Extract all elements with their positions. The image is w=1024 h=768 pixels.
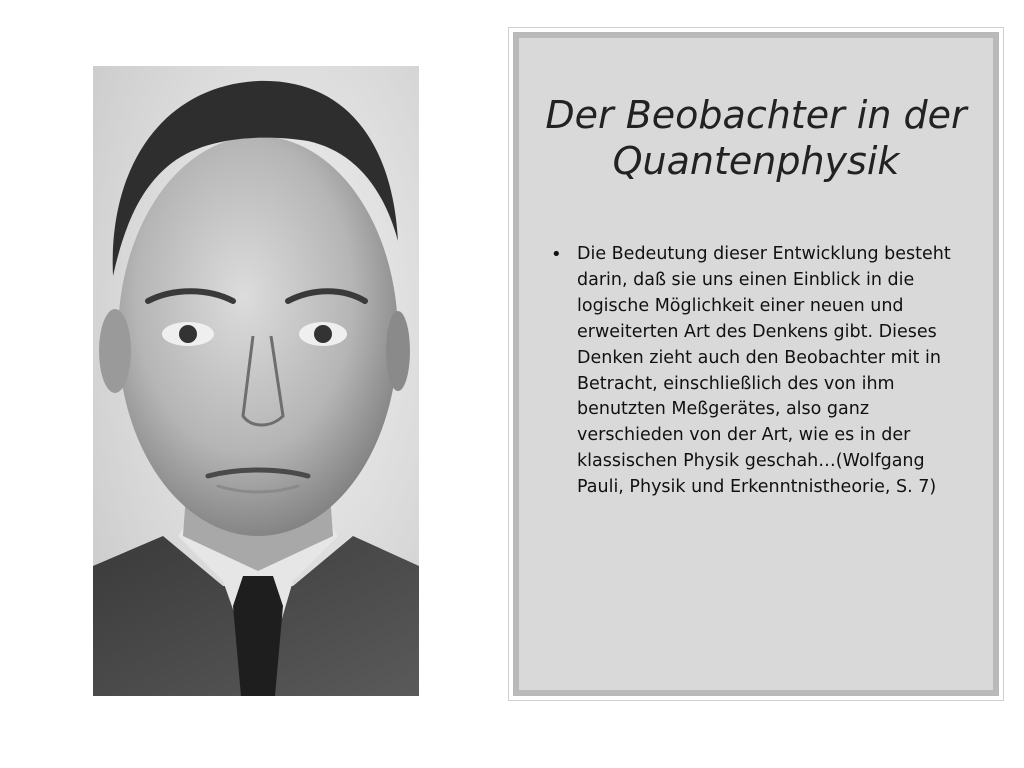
- portrait-illustration: [93, 66, 419, 696]
- bullet-list: [551, 242, 973, 501]
- portrait-photo: [93, 66, 419, 696]
- slide-title: Der Beobachter in der Quantenphysik: [545, 93, 967, 183]
- text-panel: [508, 27, 1004, 701]
- bullet-text: Die Bedeutung dieser Entwicklung besteht darin, daß sie uns einen Einblick in die logische Möglichkeit einer neuen und erweiterten Art des Denkens gibt. Dieses Denken zieht auch den Beobachter mit in Betracht, einschließlich des von ihm benutzten Meßgerätes, also ganz verschieden von der Art, wie es in der klassischen Physik geschah…(Wolfgang Pauli, Physik und Erkenntnistheorie, S. 7): [577, 244, 951, 498]
- bullet-marker: •: [551, 244, 562, 265]
- bullet-item: [551, 242, 973, 501]
- text-panel-frame: [513, 32, 999, 696]
